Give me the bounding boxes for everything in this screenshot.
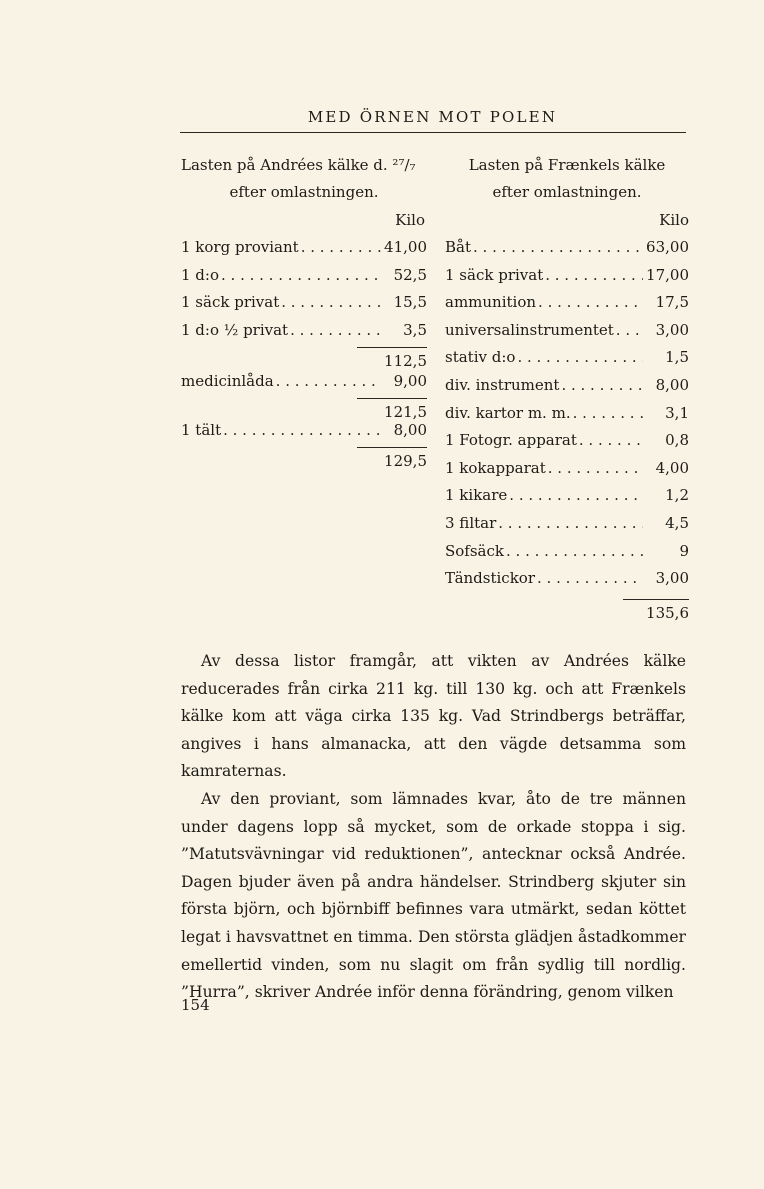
leader-dots — [471, 234, 643, 262]
row-value: 9 — [679, 541, 689, 560]
row-label: 1 säck privat — [181, 293, 280, 312]
table-row — [445, 344, 689, 372]
row-label: 1 korg proviant — [181, 238, 299, 256]
row-label: 1 säck privat — [445, 265, 544, 284]
body-text — [181, 648, 686, 1007]
header-rule — [180, 132, 686, 133]
row-label: Båt — [445, 238, 471, 256]
row-label: 1 tält — [181, 420, 222, 439]
leader-dots — [571, 400, 643, 428]
left-table-title-line1: Lasten på Andrées kälke d. ²⁷/₇ — [181, 156, 416, 174]
row-value: 63,00 — [646, 238, 689, 256]
row-value: 8,00 — [393, 420, 427, 439]
leader-dots — [279, 289, 381, 317]
row-value: 1,2 — [665, 486, 689, 505]
row-label: 1 Fotogr. apparat — [445, 431, 577, 450]
leader-dots — [614, 317, 643, 345]
row-value: 3,1 — [665, 403, 689, 422]
leader-dots — [559, 372, 643, 400]
subtotal-1: 112,5 — [384, 352, 427, 371]
right-load-table — [445, 152, 689, 626]
leader-dots — [496, 510, 643, 538]
leader-dots — [274, 368, 381, 396]
row-label: 1 d:o ½ privat — [181, 320, 289, 339]
row-label: universalinstrumentet — [445, 320, 614, 339]
leader-dots — [543, 262, 643, 290]
left-load-table — [181, 152, 427, 474]
table-row — [445, 482, 689, 510]
table-row — [445, 455, 689, 483]
leader-dots — [536, 289, 643, 317]
leader-dots — [577, 427, 643, 455]
leader-dots — [219, 262, 381, 290]
right-table-title-line1: Lasten på Frænkels kälke — [468, 156, 666, 174]
table-row — [445, 372, 689, 400]
leader-dots — [299, 234, 381, 262]
leader-dots — [288, 317, 381, 345]
table-row — [181, 262, 427, 290]
table-row — [445, 538, 689, 566]
row-label: div. instrument — [445, 375, 560, 394]
row-value: 0,8 — [665, 431, 689, 450]
row-value: 17,5 — [655, 293, 689, 312]
right-table-unit: Kilo — [659, 211, 689, 229]
paragraph: Av dessa listor framgår, att vikten av Andrées kälke reducerades från cirka 211 kg. till 130 kg. och att Frænkels kälke kom att väga cirka 135 kg. Vad Strindbergs beträffar, angives i hans almanacka, att den vägde detsamma som kamraternas. — [181, 652, 686, 781]
table-row — [445, 400, 689, 428]
row-value: 3,00 — [655, 320, 689, 339]
table-row — [181, 234, 427, 262]
row-value: 17,00 — [646, 265, 689, 284]
row-value: 1,5 — [665, 348, 689, 367]
row-label: 3 filtar — [445, 513, 497, 532]
left-table-unit: Kilo — [395, 211, 425, 229]
row-value: 3,5 — [403, 320, 427, 339]
right-table-title-line2: efter omlastningen. — [492, 183, 642, 201]
table-row — [445, 427, 689, 455]
row-label: ammunition — [445, 293, 537, 312]
leader-dots — [515, 344, 643, 372]
row-label: Tändstickor — [445, 569, 535, 588]
table-row — [181, 417, 427, 445]
left-total: 129,5 — [384, 451, 427, 470]
row-value: 15,5 — [393, 293, 427, 312]
row-value: 52,5 — [393, 265, 427, 284]
table-row — [181, 289, 427, 317]
leader-dots — [507, 482, 643, 510]
table-row — [445, 289, 689, 317]
page-number: 154 — [181, 996, 210, 1014]
row-label: div. kartor m. m. — [445, 403, 571, 422]
leader-dots — [221, 417, 381, 445]
table-row — [445, 317, 689, 345]
row-value: 41,00 — [384, 238, 427, 256]
row-label: 1 kikare — [445, 486, 508, 505]
row-value: 4,00 — [655, 458, 689, 477]
row-label: stativ d:o — [445, 348, 516, 367]
table-row — [445, 510, 689, 538]
leader-dots — [546, 455, 643, 483]
row-value: 9,00 — [393, 372, 427, 391]
row-label: medicinlåda — [181, 372, 274, 391]
row-value: 8,00 — [655, 375, 689, 394]
row-value: 3,00 — [655, 569, 689, 588]
running-head: MED ÖRNEN MOT POLEN — [307, 108, 558, 126]
row-label: Sofsäck — [445, 541, 504, 560]
table-row — [181, 317, 427, 345]
row-label: 1 d:o — [181, 265, 219, 284]
table-row — [181, 368, 427, 396]
row-value: 4,5 — [665, 513, 689, 532]
left-table-title-line2: efter omlastningen. — [229, 183, 379, 201]
subtotal-2: 121,5 — [384, 402, 427, 421]
leader-dots — [504, 538, 643, 566]
table-row — [445, 262, 689, 290]
table-row — [445, 234, 689, 262]
row-label: 1 kokapparat — [445, 458, 546, 477]
paragraph: Av den proviant, som lämnades kvar, åto de tre männen under dagens lopp så mycket, som de orkade stoppa i sig. ”Matutsvävningar vid reduktionen”, antecknar också Andrée. Dagen bjuder även på andra händelser. Strindberg skjuter sin första björn, och björnbiff befinnes vara utmärkt, sedan köttet legat i havsvattnet en timma. Den största glädjen åstadkommer emellertid vinden, som nu slagit om från sydlig till nordlig. ”Hurra”, skriver Andrée inför denna förändring, genom vilken — [181, 789, 686, 1002]
table-row — [445, 565, 689, 593]
leader-dots — [535, 565, 643, 593]
right-total: 135,6 — [646, 603, 689, 622]
